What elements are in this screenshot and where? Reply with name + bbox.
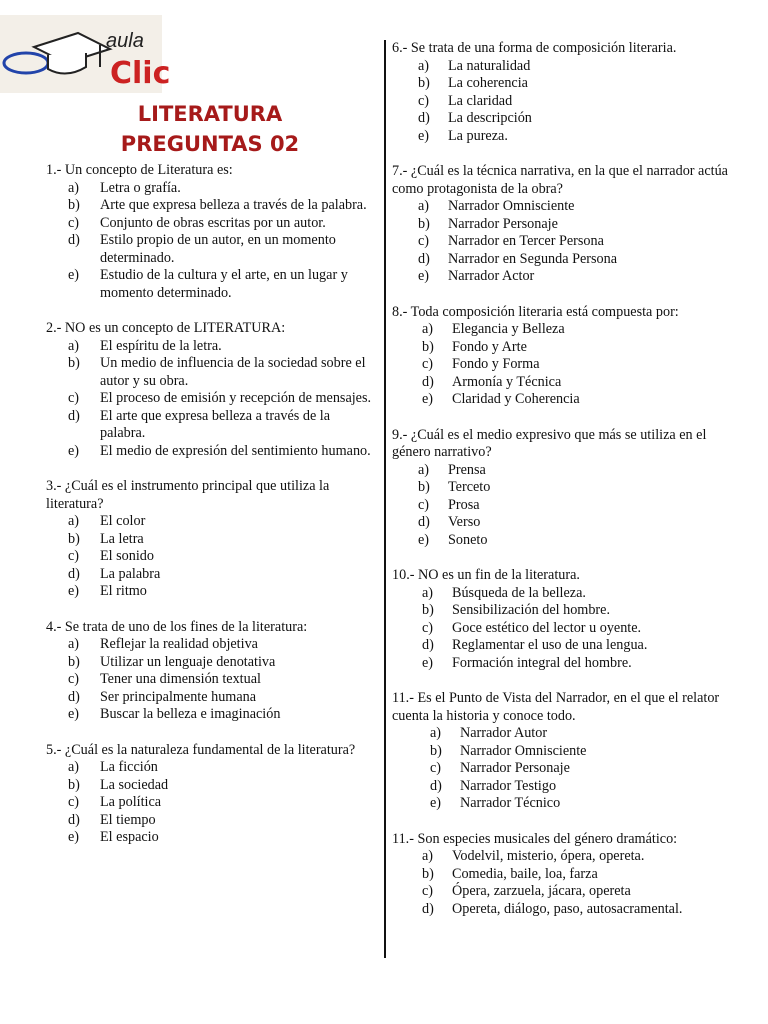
option-text: Reglamentar el uso de una lengua. (452, 637, 648, 653)
option-text: Verso (448, 514, 481, 530)
answer-option (392, 339, 732, 357)
answer-option (392, 233, 732, 251)
question-block (392, 304, 732, 409)
answer-option (46, 759, 376, 777)
answer-option (46, 443, 376, 461)
option-letter: d) (68, 688, 80, 705)
option-letter: d) (418, 250, 430, 267)
option-text: Narrador Actor (448, 268, 535, 284)
answer-option (392, 760, 732, 778)
option-letter: b) (418, 479, 430, 495)
answer-option (392, 374, 732, 392)
option-letter: a) (68, 513, 80, 529)
option-text: Claridad y Coherencia (452, 391, 580, 407)
option-text: Comedia, baile, loa, farza (452, 865, 598, 882)
option-text: La letra (100, 530, 144, 547)
answer-option (392, 462, 732, 480)
option-letter: b) (68, 776, 80, 793)
option-text: Conjunto de obras escritas por un autor. (100, 214, 326, 231)
answer-option (392, 602, 732, 620)
question-text: 10.- NO es un fin de la literatura. (392, 567, 580, 583)
option-letter: b) (68, 653, 80, 670)
answer-option (46, 671, 376, 689)
option-letter: e) (68, 706, 80, 722)
answer-option (392, 848, 732, 866)
answer-option (392, 725, 732, 743)
answer-option (392, 75, 732, 93)
option-letter: b) (422, 865, 434, 882)
answer-option (46, 829, 376, 847)
left-column (46, 162, 376, 865)
option-text: Soneto (448, 531, 488, 548)
answer-option (46, 777, 376, 795)
option-letter: b) (68, 355, 80, 371)
option-text: Reflejar la realidad objetiva (100, 636, 258, 652)
question-block (392, 831, 732, 919)
option-text: Prensa (448, 461, 486, 478)
question-text: 3.- ¿Cuál es el instrumento principal que utiliza la literatura? (46, 478, 330, 512)
answer-option (392, 514, 732, 532)
option-letter: d) (68, 811, 80, 828)
answer-option (46, 566, 376, 584)
option-letter: d) (68, 565, 80, 582)
question-text: 6.- Se trata de una forma de composición literaria. (392, 40, 677, 56)
option-letter: a) (68, 636, 80, 652)
answer-option (46, 355, 376, 390)
question-text: 11.- Son especies musicales del género dramático: (392, 830, 678, 847)
answer-option (46, 232, 376, 267)
option-text: Estilo propio de un autor, en un momento determinado. (100, 232, 336, 266)
option-text: Fondo y Forma (452, 356, 540, 372)
answer-option (392, 321, 732, 339)
option-letter: b) (430, 742, 442, 759)
option-letter: d) (68, 407, 80, 424)
logo-text-clic: Clic (110, 56, 171, 91)
option-text: Goce estético del lector u oyente. (452, 619, 642, 636)
option-text: El arte que expresa belleza a través de la palabra. (100, 407, 331, 441)
option-text: La coherencia (448, 75, 528, 91)
option-text: El medio de expresión del sentimiento humano. (100, 442, 371, 459)
question-block (392, 690, 732, 813)
answer-option (392, 795, 732, 813)
logo-text-aula: aula (106, 30, 144, 52)
column-divider (384, 40, 386, 958)
answer-option (46, 654, 376, 672)
option-letter: d) (430, 777, 442, 794)
answer-option (392, 216, 732, 234)
answer-option (46, 812, 376, 830)
right-column (392, 40, 732, 936)
option-letter: a) (430, 725, 442, 741)
option-text: Vodelvil, misterio, ópera, opereta. (452, 848, 645, 864)
graduation-cap-icon (0, 15, 171, 93)
option-letter: c) (422, 356, 434, 372)
option-text: Ópera, zarzuela, jácara, opereta (452, 883, 631, 899)
answer-option (392, 655, 732, 673)
option-letter: c) (418, 496, 430, 513)
option-letter: d) (422, 373, 434, 390)
option-text: Sensibilización del hombre. (452, 602, 610, 618)
answer-option (46, 408, 376, 443)
question-block (392, 427, 732, 550)
option-letter: c) (422, 619, 434, 636)
question-block (392, 163, 732, 286)
option-letter: e) (422, 654, 434, 671)
answer-option (392, 268, 732, 286)
answer-option (392, 58, 732, 76)
option-text: Terceto (448, 479, 491, 495)
answer-option (392, 883, 732, 901)
question-block (46, 162, 376, 302)
option-letter: a) (422, 321, 434, 337)
option-text: Tener una dimensión textual (100, 671, 261, 687)
answer-option (392, 198, 732, 216)
option-letter: c) (418, 92, 430, 109)
option-letter: d) (68, 232, 80, 248)
answer-option (392, 497, 732, 515)
option-text: El espacio (100, 829, 159, 845)
answer-option (392, 251, 732, 269)
answer-option (46, 706, 376, 724)
answer-option (392, 479, 732, 497)
option-text: Narrador en Tercer Persona (448, 233, 604, 249)
option-letter: e) (68, 583, 80, 599)
option-letter: e) (418, 268, 430, 284)
option-text: El color (100, 513, 146, 529)
answer-option (46, 267, 376, 302)
option-letter: c) (68, 671, 80, 687)
answer-option (46, 636, 376, 654)
option-letter: b) (422, 338, 434, 355)
option-text: Armonía y Técnica (452, 373, 562, 390)
option-text: El proceso de emisión y recepción de mensajes. (100, 390, 372, 406)
option-text: Formación integral del hombre. (452, 654, 632, 671)
option-text: La claridad (448, 92, 513, 109)
option-text: Narrador en Segunda Persona (448, 250, 618, 267)
answer-option (392, 110, 732, 128)
option-text: La política (100, 794, 162, 810)
option-text: La descripción (448, 110, 532, 126)
option-text: La sociedad (100, 776, 169, 793)
option-text: La ficción (100, 759, 158, 775)
answer-option (392, 585, 732, 603)
question-block (46, 742, 376, 847)
option-letter: c) (68, 794, 80, 810)
answer-option (392, 743, 732, 761)
question-text: 11.- Es el Punto de Vista del Narrador, en el que el relator cuenta la historia y conoce todo. (392, 690, 720, 724)
option-text: Un medio de influencia de la sociedad sobre el autor y su obra. (100, 355, 366, 389)
answer-option (392, 637, 732, 655)
option-letter: c) (68, 390, 80, 406)
option-letter: e) (68, 267, 80, 283)
question-text: 1.- Un concepto de Literatura es: (46, 162, 233, 178)
answer-option (46, 180, 376, 198)
question-text: 5.- ¿Cuál es la naturaleza fundamental de la literatura? (46, 741, 356, 758)
option-letter: e) (68, 442, 80, 459)
option-letter: a) (422, 584, 434, 601)
aulaclic-logo (0, 15, 171, 93)
question-block (392, 567, 732, 672)
option-letter: b) (418, 215, 430, 232)
option-letter: e) (430, 795, 442, 811)
option-text: Narrador Omnisciente (448, 198, 575, 214)
option-text: Narrador Personaje (460, 760, 570, 776)
option-letter: b) (68, 197, 80, 213)
option-text: Opereta, diálogo, paso, autosacramental. (452, 900, 683, 917)
option-letter: a) (68, 337, 80, 354)
option-text: El ritmo (100, 583, 147, 599)
answer-option (46, 548, 376, 566)
answer-option (392, 778, 732, 796)
page-title-line2: PREGUNTAS 02 (120, 132, 300, 156)
option-letter: e) (418, 531, 430, 548)
option-letter: a) (418, 461, 430, 478)
option-text: Narrador Omnisciente (460, 742, 587, 759)
option-text: Fondo y Arte (452, 338, 527, 355)
answer-option (392, 532, 732, 550)
answer-option (392, 356, 732, 374)
page-title-line1: LITERATURA (137, 102, 283, 126)
option-letter: d) (418, 110, 430, 126)
question-block (46, 619, 376, 724)
option-letter: a) (418, 57, 430, 74)
option-letter: d) (422, 900, 434, 917)
option-text: Prosa (448, 496, 480, 513)
option-letter: d) (422, 637, 434, 653)
answer-option (392, 93, 732, 111)
option-letter: c) (422, 883, 434, 899)
option-text: La palabra (100, 565, 161, 582)
answer-option (46, 583, 376, 601)
answer-option (392, 620, 732, 638)
option-text: Narrador Personaje (448, 215, 558, 232)
question-text: 7.- ¿Cuál es la técnica narrativa, en la que el narrador actúa como protagonista de la obra? (392, 163, 728, 197)
answer-option (46, 513, 376, 531)
option-letter: b) (418, 75, 430, 91)
option-text: Arte que expresa belleza a través de la palabra. (100, 197, 367, 213)
answer-option (46, 338, 376, 356)
question-text: 8.- Toda composición literaria está compuesta por: (392, 303, 679, 320)
option-letter: e) (418, 127, 430, 144)
answer-option (392, 391, 732, 409)
option-text: Letra o grafía. (100, 179, 181, 196)
option-letter: e) (68, 829, 80, 845)
answer-option (46, 215, 376, 233)
option-text: Narrador Testigo (460, 777, 557, 794)
option-text: Ser principalmente humana (100, 688, 257, 705)
option-letter: d) (418, 514, 430, 530)
answer-option (46, 390, 376, 408)
option-text: La naturalidad (448, 57, 531, 74)
option-letter: a) (68, 179, 80, 196)
option-letter: a) (418, 198, 430, 214)
answer-option (46, 689, 376, 707)
option-text: Estudio de la cultura y el arte, en un lugar y momento determinado. (100, 267, 348, 301)
option-text: El tiempo (100, 811, 156, 828)
option-letter: a) (422, 848, 434, 864)
question-text: 4.- Se trata de uno de los fines de la literatura: (46, 618, 308, 635)
option-text: Narrador Autor (460, 725, 548, 741)
option-text: Narrador Técnico (460, 795, 561, 811)
answer-option (46, 197, 376, 215)
question-block (46, 478, 376, 601)
option-letter: a) (68, 759, 80, 775)
option-letter: c) (68, 548, 80, 564)
option-text: Buscar la belleza e imaginación (100, 706, 281, 722)
answer-option (392, 866, 732, 884)
option-letter: b) (422, 602, 434, 618)
option-letter: b) (68, 530, 80, 547)
option-text: Búsqueda de la belleza. (452, 584, 586, 601)
question-block (392, 40, 732, 145)
option-text: El espíritu de la letra. (100, 337, 222, 354)
option-text: La pureza. (448, 127, 508, 144)
answer-option (392, 901, 732, 919)
question-block (46, 320, 376, 460)
answer-option (46, 794, 376, 812)
answer-option (46, 531, 376, 549)
option-letter: e) (422, 391, 434, 407)
option-letter: c) (418, 233, 430, 249)
answer-option (392, 128, 732, 146)
option-letter: c) (430, 760, 442, 776)
option-text: Utilizar un lenguaje denotativa (100, 653, 276, 670)
question-text: 9.- ¿Cuál es el medio expresivo que más se utiliza en el género narrativo? (392, 426, 707, 460)
option-letter: c) (68, 214, 80, 231)
option-text: El sonido (100, 548, 154, 564)
option-text: Elegancia y Belleza (452, 321, 565, 337)
question-text: 2.- NO es un concepto de LITERATURA: (46, 320, 286, 336)
